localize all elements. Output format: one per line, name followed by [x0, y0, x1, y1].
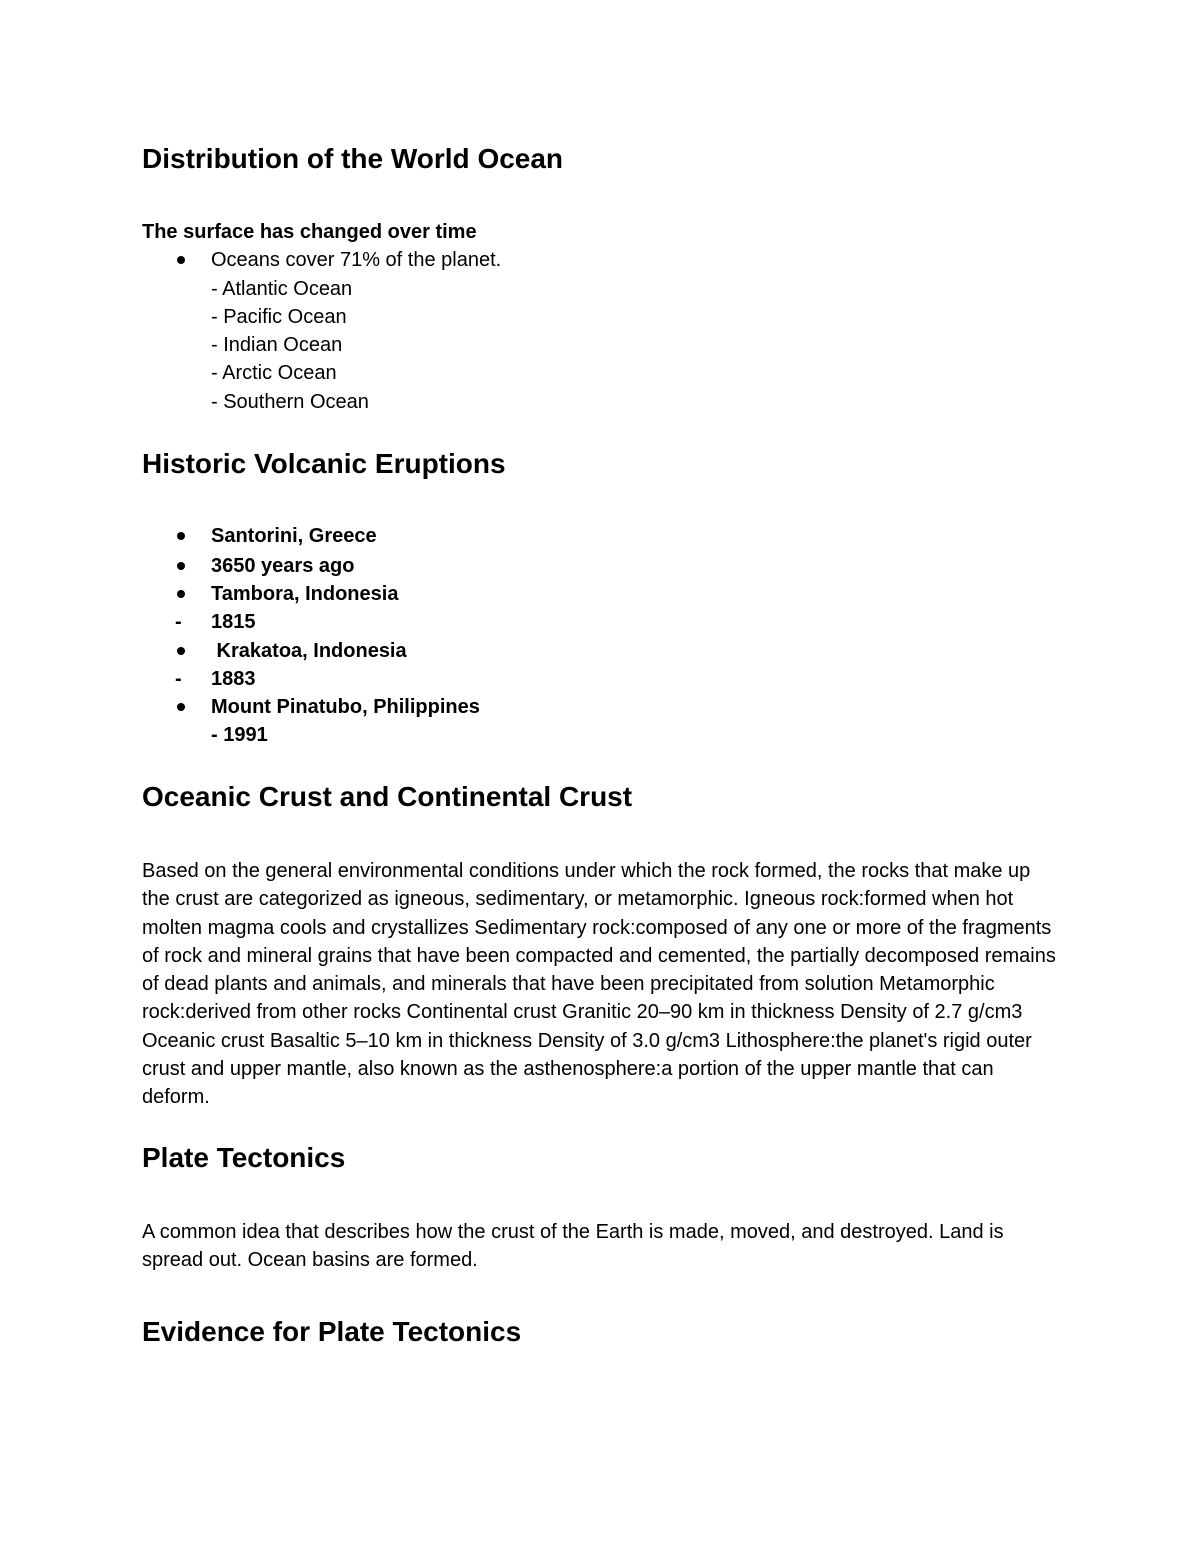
ocean-list-item: - Arctic Ocean: [211, 362, 337, 384]
heading-distribution: Distribution of the World Ocean: [142, 143, 564, 174]
ocean-list-item: - Indian Ocean: [211, 334, 343, 356]
eruption-item: Tambora, Indonesia: [211, 583, 399, 605]
eruption-item: 3650 years ago: [211, 555, 355, 577]
eruption-item: 1815: [211, 611, 256, 633]
heading-volcanic: Historic Volcanic Eruptions: [142, 448, 506, 479]
ocean-list-item: - Atlantic Ocean: [211, 278, 353, 300]
heading-evidence: Evidence for Plate Tectonics: [142, 1316, 522, 1347]
dash-marker: -: [175, 668, 182, 690]
dash-marker: -: [175, 611, 182, 633]
eruption-item: - 1991: [211, 724, 268, 746]
ocean-list-item: - Southern Ocean: [211, 391, 369, 413]
subheading-surface-changed: The surface has changed over time: [142, 221, 477, 243]
bullet-oceans-cover: Oceans cover 71% of the planet.: [211, 249, 502, 271]
bullet-icon: [177, 562, 185, 570]
bullet-icon: [177, 647, 185, 655]
bullet-icon: [177, 532, 185, 540]
eruption-item: 1883: [211, 668, 256, 690]
heading-crust: Oceanic Crust and Continental Crust: [142, 781, 633, 812]
eruption-item: Mount Pinatubo, Philippines: [211, 696, 480, 718]
eruption-item: Santorini, Greece: [211, 525, 377, 547]
heading-plate-tectonics: Plate Tectonics: [142, 1142, 346, 1173]
bullet-icon: [177, 590, 185, 598]
crust-paragraph: Based on the general environmental conditions under which the rock formed, the rocks that make up the crust are categorized as igneous, sedimentary, or metamorphic. Igneous rock:formed when hot molten magma cools and crystallizes Sedimentary rock:composed of any one or more of the fragments of rock and mineral grains that have been compacted and cemented, the partially decomposed remains of dead plants and animals, and minerals that have been precipitated from solution Metamorphic rock:derived from other rocks Continental crust Granitic 20–90 km in thickness Density of 2.7 g/cm3 Oceanic crust Basaltic 5–10 km in thickness Density of 3.0 g/cm3 Lithosphere:the planet's rigid outer crust and upper mantle, also known as the asthenosphere:a portion of the upper mantle that can deform.: [142, 860, 1056, 1109]
bullet-icon: [177, 256, 185, 264]
plate-tectonics-paragraph: A common idea that describes how the crust of the Earth is made, moved, and destroyed. Land is spread out. Ocean basins are formed.: [142, 1221, 1004, 1272]
ocean-list-item: - Pacific Ocean: [211, 306, 347, 328]
eruption-item: Krakatoa, Indonesia: [211, 640, 407, 662]
bullet-icon: [177, 703, 185, 711]
